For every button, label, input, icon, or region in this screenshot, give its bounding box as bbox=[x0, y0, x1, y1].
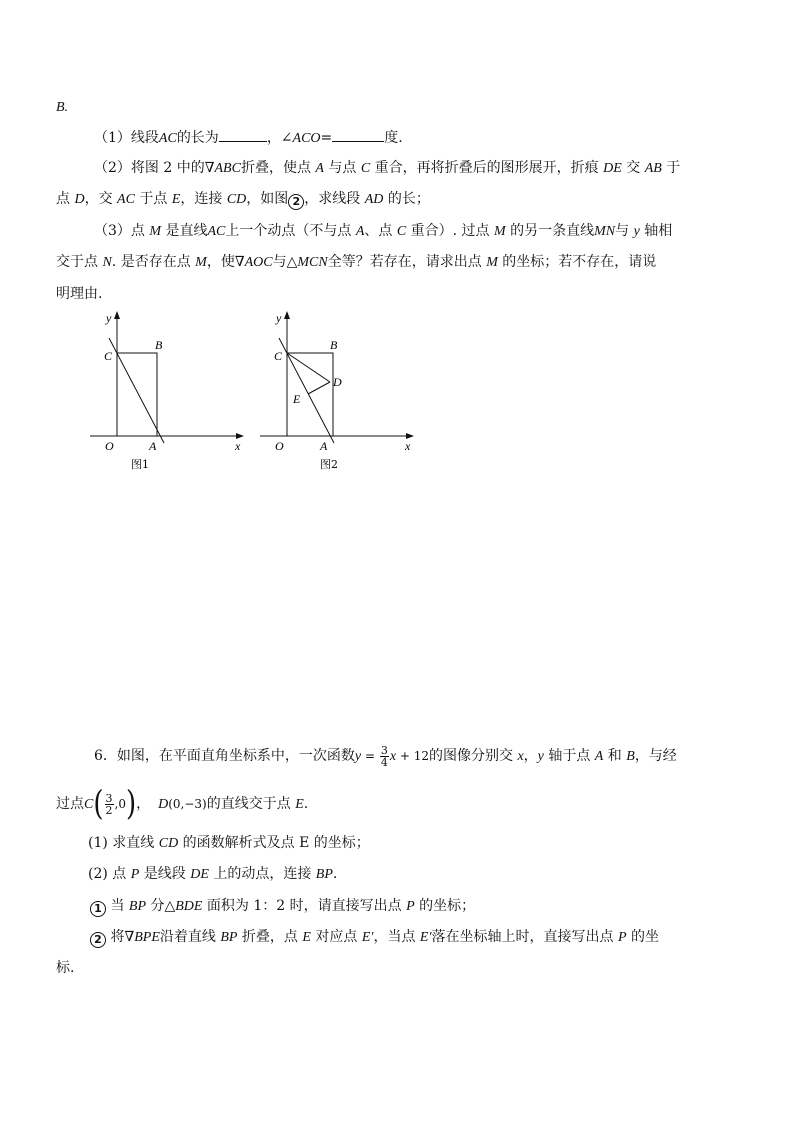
text: AOC bbox=[244, 255, 273, 270]
text: DE bbox=[190, 867, 209, 882]
text: C bbox=[360, 161, 371, 176]
text: ，如图 bbox=[246, 191, 289, 207]
circled-number-2: 2 bbox=[90, 932, 106, 948]
text: 与 bbox=[615, 223, 634, 239]
text: M bbox=[486, 255, 498, 270]
text: E bbox=[295, 797, 304, 812]
text: 过点 bbox=[56, 796, 84, 812]
text: DE bbox=[603, 161, 622, 176]
answer-blank-angle[interactable] bbox=[332, 127, 384, 142]
text: 和 bbox=[603, 748, 627, 764]
label-O: O bbox=[105, 439, 114, 453]
fraction-3-2 bbox=[105, 793, 114, 816]
text: = bbox=[320, 130, 333, 146]
text: （1）线段 bbox=[94, 130, 159, 146]
text: BPE bbox=[134, 930, 160, 945]
text: 上的动点，连接 bbox=[208, 866, 316, 882]
label-B: B bbox=[155, 338, 163, 352]
text: P bbox=[406, 899, 415, 914]
text: . bbox=[303, 796, 309, 812]
text: . bbox=[332, 866, 338, 882]
text: 的直线交于点 bbox=[206, 796, 296, 812]
text: (2) 点 bbox=[88, 866, 131, 882]
q6-sub2 bbox=[88, 864, 337, 885]
text: 分△ bbox=[146, 898, 176, 914]
text: M bbox=[195, 255, 207, 270]
text: 对应点 bbox=[310, 929, 362, 945]
label-E: E bbox=[293, 392, 301, 406]
text: 的坐标； bbox=[414, 898, 476, 914]
y-axis-arrow bbox=[284, 311, 290, 319]
text: D bbox=[74, 192, 85, 207]
text: 于 bbox=[661, 160, 681, 176]
y-axis-arrow bbox=[114, 311, 120, 319]
text: ，交 bbox=[84, 191, 118, 207]
q5-part3-line3 bbox=[56, 284, 102, 304]
text: MN bbox=[594, 224, 616, 239]
text: 的坐标；若不存在，请说 bbox=[497, 254, 657, 270]
text: 的另一条直线 bbox=[505, 223, 595, 239]
text: 轴相 bbox=[639, 223, 673, 239]
text: 点 bbox=[56, 191, 75, 207]
label-A: A bbox=[320, 439, 328, 453]
text: + 12 bbox=[396, 749, 429, 763]
text: ,0 bbox=[114, 797, 126, 811]
label-C: C bbox=[274, 349, 283, 363]
text: (1) 求直线 bbox=[88, 835, 159, 851]
text: 面积为 1：2 时，请直接写出点 bbox=[202, 898, 407, 914]
text: 、点 bbox=[364, 223, 397, 239]
figure-2 bbox=[250, 308, 430, 478]
caption-fig2: 图2 bbox=[320, 458, 338, 471]
text: 当 bbox=[106, 898, 129, 914]
text: AC bbox=[117, 192, 135, 207]
q5-fragment-B bbox=[56, 97, 68, 118]
text: 折叠，使点 bbox=[240, 160, 316, 176]
text: 交 bbox=[621, 160, 645, 176]
text: 的长为 bbox=[176, 130, 219, 146]
text: （3）点 bbox=[94, 223, 150, 239]
text: y bbox=[537, 749, 544, 764]
fraction-numerator: 3 bbox=[380, 743, 388, 757]
text: P bbox=[130, 867, 140, 882]
text: 上一个动点（不与点 bbox=[225, 223, 356, 239]
q6-case2-line1 bbox=[90, 927, 659, 948]
q5-part2-line2 bbox=[56, 189, 430, 210]
text: 的图像分别交 bbox=[428, 748, 518, 764]
text: ，连接 bbox=[180, 191, 227, 207]
text: 是线段 bbox=[139, 866, 191, 882]
text: 度. bbox=[384, 130, 403, 146]
text: BDE bbox=[175, 899, 203, 914]
text: 轴于点 bbox=[543, 748, 595, 764]
text: 全等？若存在，请求出点 bbox=[327, 254, 487, 270]
text: M bbox=[149, 224, 162, 239]
text: x bbox=[517, 749, 524, 764]
text: C bbox=[396, 224, 407, 239]
text: 的长； bbox=[383, 191, 430, 207]
text: ABC bbox=[214, 161, 241, 176]
q6-case2-line2 bbox=[56, 958, 74, 978]
q5-part3-line1 bbox=[94, 221, 672, 242]
q6-line1 bbox=[94, 744, 677, 769]
text: ， bbox=[136, 796, 151, 812]
text: 将∇ bbox=[106, 929, 135, 945]
circled-number-1: 1 bbox=[90, 901, 106, 917]
text: 是直线 bbox=[161, 223, 208, 239]
text: ， bbox=[523, 748, 538, 764]
text: ，当点 bbox=[373, 929, 420, 945]
fraction-denominator: 4 bbox=[380, 755, 388, 769]
text: M bbox=[494, 224, 506, 239]
text: B bbox=[626, 749, 635, 764]
text: BP bbox=[128, 899, 147, 914]
text: 于点 bbox=[134, 191, 172, 207]
label-y: y bbox=[106, 311, 112, 325]
text: 沿着直线 bbox=[159, 929, 221, 945]
q5-part1 bbox=[94, 127, 403, 149]
text: x bbox=[389, 749, 397, 764]
q6-line2 bbox=[56, 784, 309, 824]
figure-1 bbox=[80, 308, 260, 478]
text: 交于点 bbox=[56, 254, 103, 270]
caption-fig1: 图1 bbox=[131, 458, 149, 471]
text: 重合）. 过点 bbox=[406, 223, 494, 239]
text: 与点 bbox=[323, 160, 361, 176]
text: BP bbox=[315, 867, 333, 882]
text: （2）将图 2 中的∇ bbox=[94, 160, 215, 176]
text: y bbox=[633, 224, 640, 239]
text: N bbox=[102, 255, 112, 270]
text: ，使∇ bbox=[206, 254, 245, 270]
fraction-denominator: 2 bbox=[105, 803, 113, 817]
text: = bbox=[361, 749, 379, 763]
text: B. bbox=[56, 100, 69, 115]
label-y: y bbox=[276, 311, 282, 325]
text: AC bbox=[158, 131, 177, 146]
text: 6．如图，在平面直角坐标系中，一次函数 bbox=[94, 748, 355, 764]
text: 标. bbox=[56, 960, 75, 976]
text: . 是否存在点 bbox=[111, 254, 196, 270]
q5-part2-line1 bbox=[94, 158, 680, 179]
q6-sub1 bbox=[88, 833, 370, 854]
q6-case1 bbox=[90, 896, 475, 917]
label-C: C bbox=[104, 349, 113, 363]
q5-part3-line2 bbox=[56, 252, 656, 273]
text: CD bbox=[226, 192, 247, 207]
fold-line-DE bbox=[308, 382, 330, 394]
fraction-numerator: 3 bbox=[105, 791, 113, 805]
circled-number-2: 2 bbox=[288, 194, 304, 210]
paren-open: ( bbox=[93, 784, 104, 824]
label-A: A bbox=[149, 439, 157, 453]
text: A bbox=[315, 161, 324, 176]
paren-close: ) bbox=[125, 784, 137, 824]
text: 的坐 bbox=[626, 929, 659, 945]
text: 的函数解析式及点 E 的坐标； bbox=[178, 835, 370, 851]
fraction-3-4 bbox=[380, 745, 389, 768]
text: (0,−3) bbox=[168, 797, 207, 811]
label-B: B bbox=[330, 338, 338, 352]
text: E bbox=[171, 192, 181, 207]
text: 落在坐标轴上时，直接写出点 bbox=[431, 929, 618, 945]
text: 折叠，点 bbox=[237, 929, 303, 945]
text: MCN bbox=[297, 255, 328, 270]
text: ，与经 bbox=[634, 748, 677, 764]
text: 与△ bbox=[272, 254, 298, 270]
text: D bbox=[158, 797, 169, 812]
answer-blank-ac[interactable] bbox=[219, 127, 267, 142]
text: P bbox=[617, 930, 627, 945]
label-x: x bbox=[405, 439, 411, 453]
label-D: D bbox=[333, 375, 342, 389]
text: y bbox=[354, 749, 362, 764]
text: ，∠ bbox=[266, 130, 293, 146]
text: CD bbox=[158, 836, 179, 851]
text: C bbox=[84, 797, 94, 812]
text: AC bbox=[207, 224, 226, 239]
text: AD bbox=[364, 192, 384, 207]
text: 重合，再将折叠后的图形展开，折痕 bbox=[370, 160, 604, 176]
text: E′ bbox=[361, 930, 374, 945]
label-O: O bbox=[275, 439, 284, 453]
text: A bbox=[594, 749, 604, 764]
text: BP bbox=[220, 930, 238, 945]
label-x: x bbox=[235, 439, 241, 453]
text: AB bbox=[644, 161, 662, 176]
segment-CD bbox=[287, 353, 330, 382]
text: A bbox=[355, 224, 365, 239]
text: ，求线段 bbox=[304, 191, 365, 207]
text: 明理由. bbox=[56, 286, 103, 302]
text: ACO bbox=[292, 131, 321, 146]
text: E bbox=[302, 930, 311, 945]
text: E′ bbox=[419, 930, 432, 945]
